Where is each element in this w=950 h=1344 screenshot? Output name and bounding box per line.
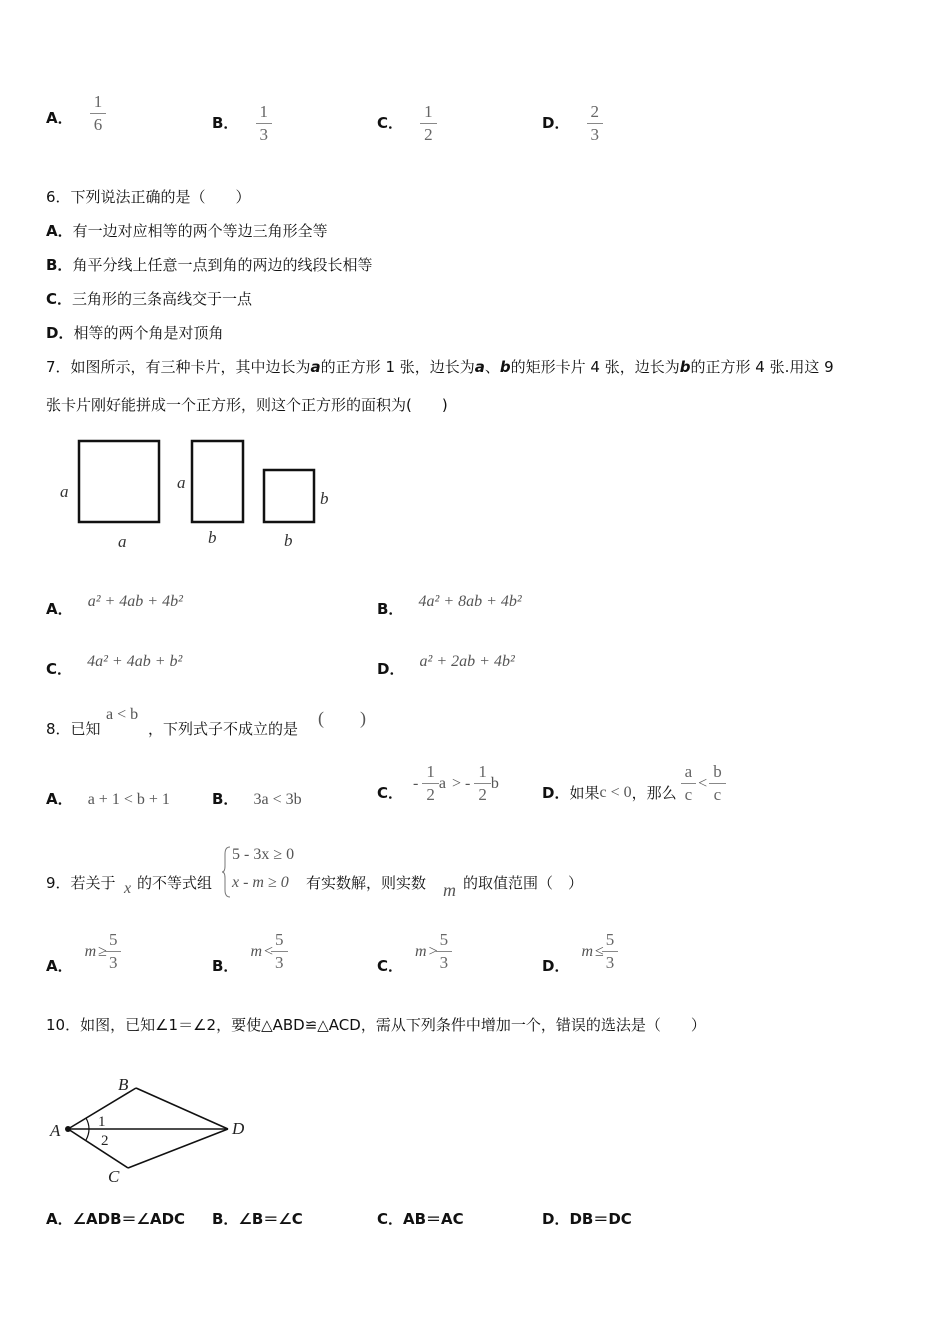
numerator: b xyxy=(713,762,722,781)
q5-option-c[interactable] xyxy=(377,102,435,145)
var-x: x xyxy=(124,880,132,897)
option-label: A． xyxy=(46,957,73,975)
q6-option-a[interactable] xyxy=(46,220,328,241)
option-label: D． xyxy=(542,114,570,132)
segment-bd xyxy=(136,1088,228,1129)
q8-stem-p2: ，下列式子不成立的是 xyxy=(148,720,299,738)
option-label: D． xyxy=(377,660,405,678)
fraction xyxy=(476,762,489,805)
fraction xyxy=(422,102,435,145)
q6-option-c[interactable] xyxy=(46,288,252,309)
denominator: 3 xyxy=(275,953,284,972)
q9-stem-p1: 9．若关于 xyxy=(46,874,116,892)
q8-option-c[interactable] xyxy=(377,762,499,805)
square-b-card xyxy=(264,470,314,522)
option-label: C． xyxy=(377,784,404,802)
operator: < xyxy=(264,942,274,960)
q10-option-d[interactable] xyxy=(542,1208,632,1229)
option-label: B． xyxy=(212,1210,239,1228)
var-m: m xyxy=(84,942,97,960)
denominator: c xyxy=(684,785,693,804)
vertex-label-a: A xyxy=(50,1121,61,1140)
minus-sign: - xyxy=(413,774,419,792)
denominator: 3 xyxy=(439,953,449,972)
operator: > - xyxy=(451,774,471,792)
q8-option-d[interactable] xyxy=(542,762,724,805)
q10-kite-figure xyxy=(48,1070,258,1185)
q5-option-a[interactable] xyxy=(46,92,104,135)
q6-option-d[interactable] xyxy=(46,322,223,343)
numerator: 5 xyxy=(275,930,284,949)
segment-cd xyxy=(128,1129,228,1168)
numerator: 2 xyxy=(590,102,600,121)
q9-option-a[interactable] xyxy=(46,930,119,973)
numerator: 1 xyxy=(93,92,103,111)
denominator: 6 xyxy=(93,115,103,134)
option-expression: a + 1 < b + 1 xyxy=(87,791,170,808)
q5-option-b[interactable] xyxy=(212,102,270,145)
denominator: 2 xyxy=(424,125,433,144)
q7-option-c[interactable] xyxy=(46,650,183,678)
side-label-a: a xyxy=(177,473,186,492)
q8-answer-paren: ( ) xyxy=(318,708,366,728)
var-m: m xyxy=(443,880,456,900)
angle-label-1: 1 xyxy=(98,1114,106,1130)
stem-text: 、 xyxy=(484,358,500,376)
stem-text: 的正方形 4 张.用这 9 xyxy=(690,358,834,376)
denominator: 2 xyxy=(426,785,435,804)
var-a: a xyxy=(474,358,485,376)
var-a: a xyxy=(310,358,321,376)
point-a xyxy=(65,1126,71,1132)
left-brace-icon xyxy=(222,846,232,898)
option-label: A． xyxy=(46,600,73,618)
stem-text: 的正方形 1 张，边长为 xyxy=(320,358,475,376)
q8-option-b[interactable] xyxy=(212,788,302,809)
option-expression: a² + 2ab + 4b² xyxy=(419,653,515,670)
operator: > xyxy=(428,942,438,960)
q10-option-a[interactable] xyxy=(46,1208,185,1229)
option-label: C． xyxy=(46,660,73,678)
fraction xyxy=(438,930,451,973)
numerator: 1 xyxy=(259,102,269,121)
side-label-a: a xyxy=(60,482,69,501)
side-label-b: b xyxy=(208,528,217,547)
numerator: 5 xyxy=(605,930,615,949)
q7-cards-figure xyxy=(50,430,350,555)
option-expression: a² + 4ab + 4b² xyxy=(87,593,183,610)
denominator: 3 xyxy=(605,953,615,972)
denominator: c xyxy=(713,785,722,804)
denominator: 3 xyxy=(590,125,600,144)
q7-stem-line2: 张卡片刚好能拼成一个正方形，则这个正方形的面积为( ) xyxy=(46,396,448,414)
option-label: C． xyxy=(377,957,404,975)
q8-stem-p1: 8．已知 xyxy=(46,720,101,738)
option-label: D． xyxy=(542,784,570,802)
option-label: B． xyxy=(212,114,239,132)
option-label: C． xyxy=(377,114,404,132)
q7-stem-line1 xyxy=(46,356,834,377)
q7-option-b[interactable] xyxy=(377,590,522,618)
q8-option-a[interactable] xyxy=(46,788,170,809)
numerator: 1 xyxy=(424,102,433,121)
q10-option-c[interactable] xyxy=(377,1208,464,1229)
denominator: 3 xyxy=(259,125,269,144)
fraction xyxy=(107,930,120,973)
var-a: a xyxy=(438,774,446,792)
fraction xyxy=(273,930,286,973)
q6-stem: 6．下列说法正确的是（ ） xyxy=(46,188,251,206)
option-expression: 3a < 3b xyxy=(253,791,302,808)
numerator: 5 xyxy=(108,930,118,949)
option-text: 相等的两个角是对顶角 xyxy=(73,324,224,342)
stem-text: 7．如图所示，有三种卡片，其中边长为 xyxy=(46,358,311,376)
q9-stem-p3: 有实数解，则实数 xyxy=(306,874,427,892)
fraction xyxy=(711,762,724,805)
q9-option-c[interactable] xyxy=(377,930,450,973)
option-label: B． xyxy=(46,256,73,274)
option-text: 三角形的三条高线交于一点 xyxy=(72,290,253,308)
option-label: D． xyxy=(46,324,74,342)
denominator: 3 xyxy=(108,953,118,972)
numerator: 5 xyxy=(439,930,449,949)
var-m: m xyxy=(250,942,262,960)
var-b: b xyxy=(499,358,511,376)
q7-option-d[interactable] xyxy=(377,650,515,678)
vertex-label-d: D xyxy=(232,1119,245,1138)
option-label: A． xyxy=(46,1210,73,1228)
q5-option-d[interactable] xyxy=(542,102,601,145)
option-label: A． xyxy=(46,790,73,808)
option-label: D． xyxy=(542,1210,570,1228)
system-line-1: 5 - 3x ≥ 0 xyxy=(232,846,295,863)
option-label: A． xyxy=(46,109,73,127)
option-label: C． xyxy=(377,1210,404,1228)
option-text: ∠B＝∠C xyxy=(238,1210,303,1228)
square-a-card xyxy=(79,441,159,522)
rectangle-ab-card xyxy=(192,441,243,522)
operator: < xyxy=(698,774,708,792)
q9-option-d[interactable] xyxy=(542,930,616,973)
side-label-b: b xyxy=(320,489,329,508)
segment-ac xyxy=(68,1129,128,1168)
option-text: ，那么 xyxy=(631,784,677,802)
denominator: 2 xyxy=(478,785,487,804)
q9-stem-p2: 的不等式组 xyxy=(137,874,213,892)
var-m: m xyxy=(415,942,427,960)
numerator: a xyxy=(684,762,693,781)
fraction xyxy=(604,930,617,973)
side-label-a: a xyxy=(118,532,127,551)
option-text: 有一边对应相等的两个等边三角形全等 xyxy=(72,222,328,240)
operator: ≤ xyxy=(595,942,604,960)
option-expression: 4a² + 4ab + b² xyxy=(87,653,183,670)
option-text: ∠ADB＝∠ADC xyxy=(72,1210,186,1228)
option-label: B． xyxy=(377,600,404,618)
q10-option-b[interactable] xyxy=(212,1208,303,1229)
q9-stem-p4: 的取值范围（ ） xyxy=(463,874,584,892)
q10-stem: 10．如图，已知∠1＝∠2，要使△ABD≌△ACD，需从下列条件中增加一个，错误的选法是（ ） xyxy=(46,1016,706,1034)
option-label: B． xyxy=(212,957,239,975)
angle-label-2: 2 xyxy=(101,1133,109,1149)
condition: c < 0 xyxy=(599,783,632,801)
var-m: m xyxy=(581,942,594,960)
option-label: A． xyxy=(46,222,73,240)
numerator: 1 xyxy=(478,762,487,781)
option-label: B． xyxy=(212,790,239,808)
vertex-label-c: C xyxy=(108,1167,120,1185)
var-b: b xyxy=(679,358,691,376)
fraction xyxy=(258,102,271,145)
var-b: b xyxy=(490,774,499,792)
option-text: 如果 xyxy=(569,784,600,802)
q6-option-b[interactable] xyxy=(46,254,372,275)
system-line-2: x - m ≥ 0 xyxy=(232,874,289,891)
option-label: D． xyxy=(542,957,570,975)
stem-text: 的矩形卡片 4 张，边长为 xyxy=(510,358,680,376)
side-label-b: b xyxy=(284,531,293,550)
option-label: C． xyxy=(46,290,73,308)
operator: ≥ xyxy=(98,942,107,960)
q8-condition: a < b xyxy=(106,706,139,723)
numerator: 1 xyxy=(426,762,435,781)
fraction xyxy=(424,762,437,805)
fraction xyxy=(683,762,695,805)
fraction xyxy=(92,92,105,135)
option-expression: 4a² + 8ab + 4b² xyxy=(418,593,522,610)
option-text: 角平分线上任意一点到角的两边的线段长相等 xyxy=(72,256,373,274)
option-text: AB＝AC xyxy=(403,1210,464,1228)
q9-option-b[interactable] xyxy=(212,930,286,973)
option-text: DB＝DC xyxy=(569,1210,632,1228)
fraction xyxy=(589,102,602,145)
q7-option-a[interactable] xyxy=(46,590,183,618)
vertex-label-b: B xyxy=(118,1075,129,1094)
